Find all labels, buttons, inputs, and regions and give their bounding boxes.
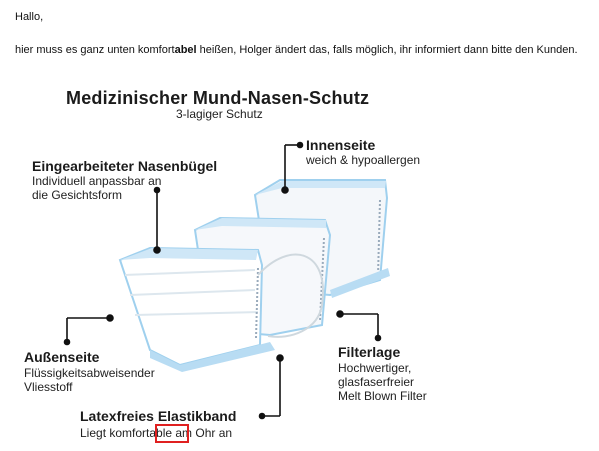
mask-illustration xyxy=(0,80,599,451)
label-filter-title: Filterlage xyxy=(338,344,401,360)
infographic-subtitle: 3-lagiger Schutz xyxy=(176,107,263,121)
email-greeting: Hallo, xyxy=(15,11,44,23)
label-elastic-line1: Liegt komfortable am Ohr an xyxy=(80,426,233,440)
label-filter-line1: Hochwertiger, xyxy=(338,361,412,375)
email-body xyxy=(15,43,578,57)
email-body-part1: hier muss es ganz unten komfort xyxy=(15,44,175,56)
label-inner-title: Innenseite xyxy=(306,137,376,153)
highlight-box xyxy=(155,424,189,443)
label-nasal-line1: Individuell anpassbar an xyxy=(32,174,162,188)
label-outer-line2: Vliesstoff xyxy=(24,380,73,394)
label-elastic-title: Latexfreies Elastikband xyxy=(80,408,237,424)
infographic-title: Medizinischer Mund-Nasen-Schutz xyxy=(66,88,370,108)
label-outer-line1: Flüssigkeitsabweisender xyxy=(24,366,155,380)
email-body-part2: heißen, Holger ändert das, falls möglich, ihr informiert dann bitte den Kunden. xyxy=(196,44,578,56)
label-filter-line3: Melt Blown Filter xyxy=(338,389,427,403)
mask-infographic xyxy=(0,80,599,451)
label-inner-line1: weich & hypoallergen xyxy=(306,153,421,167)
email-body-bold: abel xyxy=(174,44,197,56)
label-nasal-line2: die Gesichtsform xyxy=(32,188,123,202)
label-nasal-title: Eingearbeiteter Nasenbügel xyxy=(32,158,218,174)
label-filter-line2: glasfaserfreier xyxy=(338,375,415,389)
label-outer-title: Außenseite xyxy=(24,349,100,365)
